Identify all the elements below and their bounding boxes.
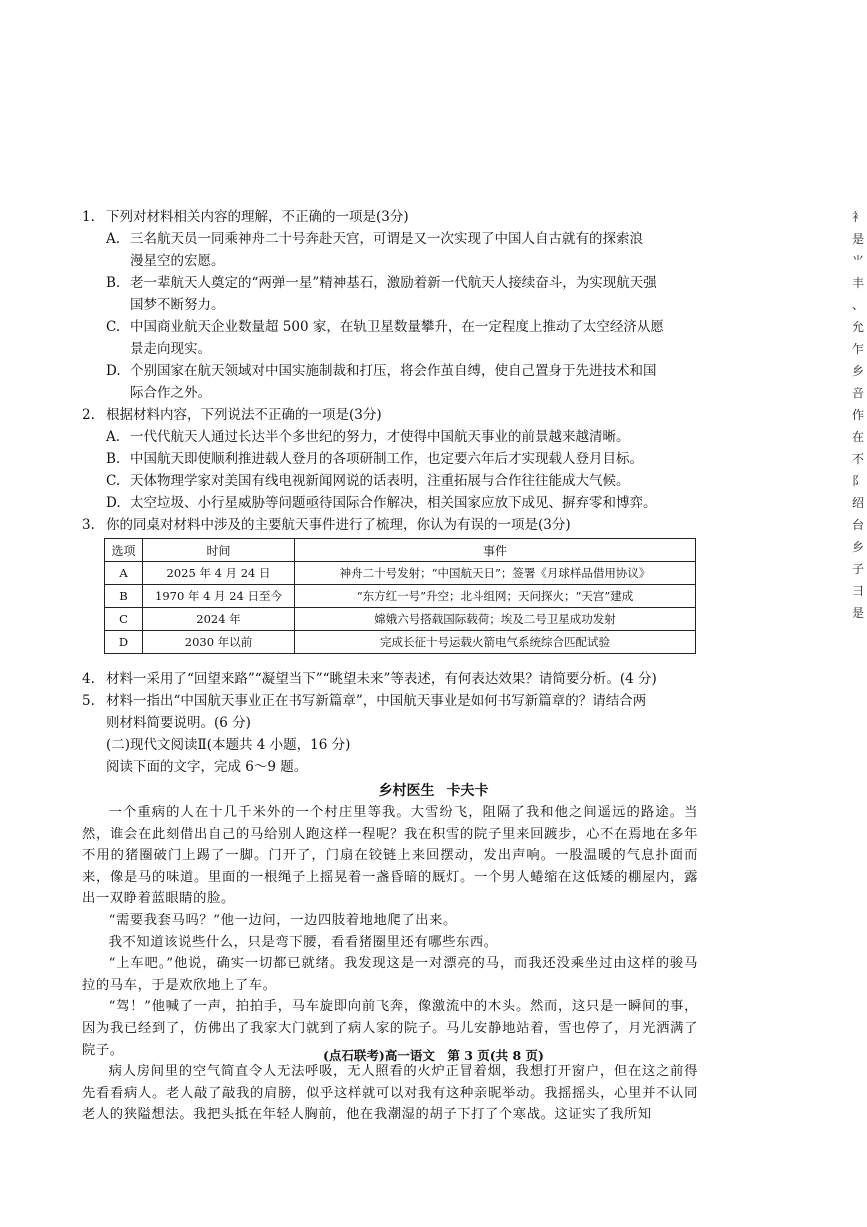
- question-stem: 下列对材料相关内容的理解，不正确的一项是(3分): [106, 209, 409, 225]
- events-table: [104, 538, 696, 654]
- paragraph: 病人房间里的空气简直令人无法呼吸，无人照看的火炉正冒着烟，我想打开窗户，但在这之前得先看看病人。老人敲了敲我的肩膀，似乎这样就可以对我有这种亲昵举动。我摇摇头，心里并不认同老人的狭隘想法。我把头抵在年轻人胸前，他在我潮湿的胡子下打了个寒战。这证实了我所知: [82, 1064, 698, 1123]
- table-cell: A: [105, 562, 143, 585]
- table-row: [105, 585, 696, 608]
- question-5-cont: 则材料简要说明。(6 分): [106, 715, 251, 731]
- table-header-row: [105, 539, 696, 562]
- q1-option-b: B. 老一辈航天人奠定的“两弹一星”精神基石，激励着新一代航天人接续奋斗，为实现航天强: [106, 275, 657, 291]
- table-cell: C: [105, 608, 143, 631]
- question-number: 3.: [82, 517, 95, 533]
- table-row: [105, 562, 696, 585]
- question-1: [82, 206, 702, 228]
- paragraph: “需要我套马吗？”他一边问，一边四肢着地地爬了出来。: [108, 912, 457, 928]
- q2-option-d: D. 太空垃圾、小行星威胁等问题亟待国际合作解决，相关国家应放下成见、摒弃零和博弈。: [106, 495, 657, 511]
- q1-option-a: A. 三名航天员一同乘神舟二十号奔赴天宫，可谓是又一次实现了中国人自古就有的探索浪: [106, 231, 643, 247]
- q1-option-d: D. 个别国家在航天领域对中国实施制裁和打压，将会作茧自缚，使自己置身于先进技术和国: [106, 363, 657, 379]
- table-row: [105, 631, 696, 654]
- story-body: [82, 802, 698, 1126]
- table-cell: B: [105, 585, 143, 608]
- table-cell: 神舟二十号发射；“中国航天日”；签署《月球样品借用协议》: [295, 562, 696, 585]
- story-title: [0, 780, 867, 800]
- table-cell: 2030 年以前: [143, 631, 295, 654]
- q1-option-a-cont: 漫星空的宏愿。: [130, 253, 225, 269]
- section-instruction: 阅读下面的文字，完成 6～9 题。: [106, 759, 308, 775]
- page-footer: (点石联考)高一语文 第 3 页(共 8 页): [323, 1048, 544, 1063]
- paragraph: “驾！”他喊了一声，拍拍手，马车旋即向前飞奔，像激流中的木头。然而，这只是一瞬间的事，因为我已经到了，仿佛出了我家大门就到了病人家的院子。马儿安静地站着，雪也停了，月光洒满了院子。: [82, 999, 698, 1058]
- table-header: 事件: [295, 539, 696, 562]
- table-cell: 嫦娥六号搭载国际载荷；埃及二号卫星成功发射: [295, 608, 696, 631]
- q2-option-b: B. 中国航天即使顺利推进载人登月的各项研制工作，也定要六年后才实现载人登月目标。: [106, 451, 643, 467]
- table-cell: D: [105, 631, 143, 654]
- question-number: 2.: [82, 407, 95, 423]
- question-number: 1.: [82, 209, 95, 225]
- q2-option-a: A. 一代代航天人通过长达半个多世纪的努力，才使得中国航天事业的前景越来越清晰。: [106, 429, 630, 445]
- paragraph: “上车吧。”他说，确实一切都已就绪。我发现这是一对漂亮的马，而我还没乘坐过由这样的骏马拉的马车，于是欢欣地上了车。: [82, 956, 698, 993]
- q1-option-c: C. 中国商业航天企业数量超 500 家，在轨卫星数量攀升，在一定程度上推动了太空经济从愿: [106, 319, 664, 335]
- table-cell: 2025 年 4 月 24 日: [143, 562, 295, 585]
- right-edge-text: 衤 是 ⺌ 丰 、 允 乍 乡 咅 作 在 不 阝 绍 台 乡 子 彐 是: [852, 210, 865, 620]
- q2-option-c: C. 天体物理学家对美国有线电视新闻网说的话表明，注重拓展与合作往往能成大气候。: [106, 473, 630, 489]
- q1-option-b-cont: 国梦不断努力。: [130, 297, 225, 313]
- question-3: [82, 514, 702, 536]
- paragraph: 一个重病的人在十几千米外的一个村庄里等我。大雪纷飞，阻隔了我和他之间遥远的路途。当然，谁会在此刻借出自己的马给别人跑这样一程呢？我在积雪的院子里来回踱步，心不在焉地在多年不用的猪圈破门上踢了一脚。门开了，门扇在铰链上来回摆动，发出声响。一股温暖的气息扑面而来，像是马的味道。里面的一根绳子上摇晃着一盏昏暗的厩灯。一个男人蜷缩在这低矮的棚屋内，露出一双睁着蓝眼睛的脸。: [82, 805, 698, 907]
- story-author: 卡夫卡: [446, 783, 489, 799]
- table-cell: 完成长征十号运载火箭电气系统综合匹配试验: [295, 631, 696, 654]
- table-cell: 1970 年 4 月 24 日至今: [143, 585, 295, 608]
- question-4: 4. 材料一采用了“回望来路”“凝望当下”“眺望未来”等表述，有何表达效果？请简要分析。(4 分): [82, 671, 657, 687]
- question-stem: 根据材料内容，下列说法不正确的一项是(3分): [106, 407, 382, 423]
- table-row: [105, 608, 696, 631]
- question-stem: 你的同桌对材料中涉及的主要航天事件进行了梳理，你认为有误的一项是(3分): [106, 517, 571, 533]
- table-header: 时间: [143, 539, 295, 562]
- table-header: 选项: [105, 539, 143, 562]
- section-heading: (二)现代文阅读Ⅱ(本题共 4 小题，16 分): [106, 737, 351, 753]
- q1-option-d-cont: 际合作之外。: [130, 385, 211, 401]
- q1-option-c-cont: 景走向现实。: [130, 341, 211, 357]
- paragraph: 我不知道该说些什么，只是弯下腰，看看猪圈里还有哪些东西。: [108, 934, 498, 950]
- table-cell: “东方红一号”升空；北斗组网；天问探火；“天宫”建成: [295, 585, 696, 608]
- question-2: [82, 404, 702, 426]
- question-5: 5. 材料一指出“中国航天事业正在书写新篇章”，中国航天事业是如何书写新篇章的？请结合两: [82, 693, 647, 709]
- story-title-text: 乡村医生: [378, 783, 435, 799]
- table-cell: 2024 年: [143, 608, 295, 631]
